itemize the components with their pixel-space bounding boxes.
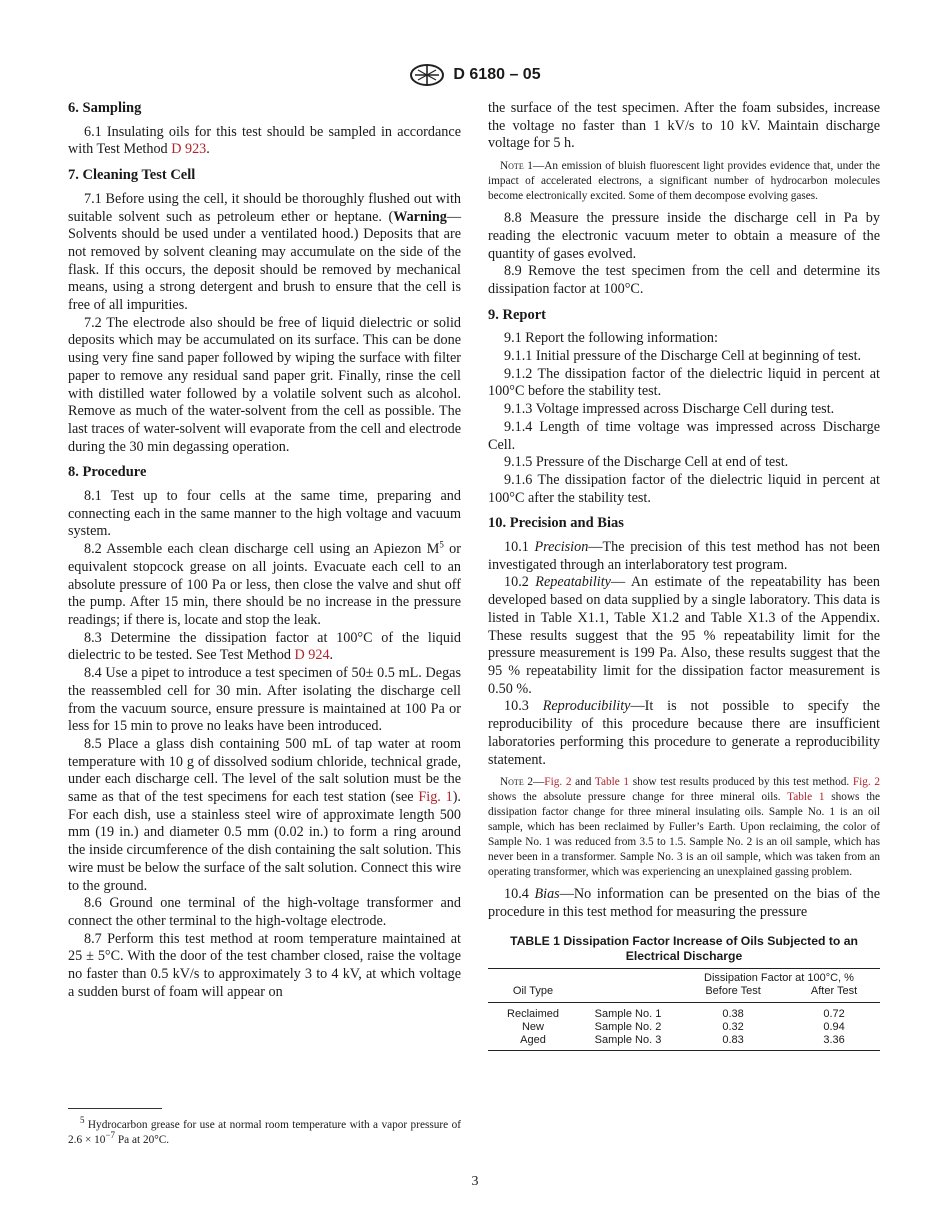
link-fig-1[interactable]: Fig. 1	[418, 789, 453, 806]
paragraph-8-9: 8.9 Remove the test specimen from the cell and determine its dissipation factor at 100°C.	[488, 263, 880, 297]
table-group-header: Dissipation Factor at 100°C, %	[704, 971, 854, 984]
standard-designation: D 6180 – 05	[453, 66, 541, 83]
paragraph-9-1-2: 9.1.2 The dissipation factor of the dielectric liquid in percent at 100°C before the stability test.	[488, 365, 880, 400]
paragraph-10-4: 10.4 Bias—No information can be presented on the bias of the procedure in this test method for measuring the pressure	[488, 886, 880, 920]
section-7-heading: 7. Cleaning Test Cell	[68, 167, 196, 184]
col-after-test: After Test	[810, 984, 858, 997]
astm-logo-icon	[409, 64, 445, 86]
paragraph-8-8: 8.8 Measure the pressure inside the discharge cell in Pa by reading the electronic vacuum meter to obtain a measure of the quantity of gases evolved.	[488, 210, 880, 262]
paragraph-10-3: 10.3 Reproducibility—It is not possible to specify the reproducibility of this procedure because there are insufficient laboratories performing this procedure to generate a reproducibility statement.	[488, 698, 881, 768]
paragraph-7-1: 7.1 Before using the cell, it should be thoroughly flushed out with suitable solvent such as petroleum ether or heptane. (Warning—Solvents should be used under a ventilated hood.) Deposits that are not removed by solvent cleaning may accumulate on the side of the flask. If this occurs, the deposit should be removed by mechanical means, using a strong detergent and brush to ensure that the cell is free of all impurities.	[68, 190, 461, 314]
paragraph-8-4: 8.4 Use a pipet to introduce a test specimen of 50± 0.5 mL. Degas the reassembled cell for 30 min. After isolating the discharge cell from the vacuum source, ensure pressure is maintained at 100 Pa or less for 15 min to prove no leaks have been introduced.	[68, 665, 461, 735]
footnote-rule	[68, 1108, 162, 1109]
right-column	[488, 100, 880, 1051]
section-6-heading: 6. Sampling	[68, 100, 142, 116]
footnote-ref-5: 5	[439, 539, 444, 550]
paragraph-8-6: 8.6 Ground one terminal of the high-voltage transformer and connect the other terminal to the high-voltage electrode.	[68, 895, 461, 929]
paragraph-9-1-1: 9.1.1 Initial pressure of the Discharge Cell at beginning of test.	[504, 348, 862, 365]
paragraph-6-1: 6.1 Insulating oils for this test should be sampled in accordance with Test Method D 923.	[68, 123, 461, 158]
paragraph-8-1: 8.1 Test up to four cells at the same time, preparing and connecting each in the same manner to the high voltage and vacuum system.	[68, 488, 461, 540]
link-table-1[interactable]: Table 1	[594, 776, 630, 789]
note-1: Note 1—An emission of bluish fluorescent light provides evidence that, under the impact of accelerated electrons, a significant number of hydrocarbon molecules become electronically excited. Some of them decompose evolving gases.	[488, 160, 880, 203]
paragraph-8-5: 8.5 Place a glass dish containing 500 mL of tap water at room temperature with 10 g of dissolved sodium chloride, technical grade, under each discharge cell. The level of the salt solution must be the same as that of the test specimens for each test station (see Fig. 1). For each dish, use a stainless steel wire of approximate length 500 mm (19 in.) and diameter 0.5 mm (0.02 in.) to form a ring around the inside circumference of the dish containing the salt solution. This wire must be below the surface of the salt solution. Connect this wire to the ground.	[68, 735, 461, 894]
link-fig-2[interactable]: Fig. 2	[544, 776, 572, 789]
table-row: Reclaimed Sample No. 1 0.38 0.72	[507, 1007, 845, 1020]
section-10-heading: 10. Precision and Bias	[488, 515, 624, 532]
paragraph-8-3: 8.3 Determine the dissipation factor at 100°C of the liquid dielectric to be tested. See Test Method D 924.	[68, 629, 461, 664]
section-8-heading: 8. Procedure	[68, 464, 147, 481]
table-row: New Sample No. 2 0.32 0.94	[521, 1020, 845, 1033]
page-number: 3	[471, 1174, 479, 1189]
paragraph-9-1-6: 9.1.6 The dissipation factor of the dielectric liquid in percent at 100°C after the stability test.	[488, 471, 880, 506]
table-1-title: TABLE 1 Dissipation Factor Increase of Oils Subjected to an Electrical Discharge	[510, 933, 858, 963]
paragraph-7-2: 7.2 The electrode also should be free of liquid dielectric or solid deposits which may be accumulated on its surface. This can be done using very fine sand paper followed by wiping the surface with filter paper to remove any residual sand paper grit. Finally, rinse the cell with distilled water followed by a volatile solvent such as alcohol. Remove as much of the water-solvent from the cell as possible. The last traces of water-solvent will evaporate from the cell and electrode during the 30 min degassing operation.	[68, 314, 461, 455]
paragraph-8-7-continued: the surface of the test specimen. After the foam subsides, increase the voltage no faster than 1 kV/s to 10 kV. Maintain discharge voltage for 5 h.	[488, 100, 880, 152]
link-table-1-b[interactable]: Table 1	[787, 791, 825, 804]
link-d924[interactable]: D 924	[294, 647, 330, 664]
col-before-test: Before Test	[705, 984, 761, 997]
paragraph-10-1: 10.1 Precision—The precision of this test method has not been investigated through an interlaboratory test program.	[488, 539, 881, 573]
paragraph-9-1-5: 9.1.5 Pressure of the Discharge Cell at end of test.	[504, 454, 789, 471]
paragraph-10-2: 10.2 Repeatability— An estimate of the repeatability has been developed based on data supplied by a single laboratory. This data is listed in Table X1.1, Table X1.2 and Table X1.3 of the Appendix. These results suggest that the 95 % repeatability limit for the pressure measurement is 199 Pa. Also, these results suggest that the 95 % repeatability limit for the dissipation factor measurement is 0.50 %.	[488, 574, 880, 697]
section-9-heading: 9. Report	[488, 306, 546, 323]
paragraph-8-7: 8.7 Perform this test method at room temperature maintained at 25 ± 5°C. With the door of the test chamber closed, raise the voltage no faster than 0.5 kV/s to approximately 3 to 4 kV, at which voltage a sudden burst of foam will appear on	[68, 930, 461, 1000]
paragraph-9-1-4: 9.1.4 Length of time voltage was impressed across Discharge Cell.	[488, 418, 880, 453]
paragraph-9-1: 9.1 Report the following information:	[504, 330, 718, 347]
page-header	[0, 64, 950, 88]
paragraph-9-1-3: 9.1.3 Voltage impressed across Discharge Cell during test.	[504, 401, 835, 418]
link-fig-2-b[interactable]: Fig. 2	[852, 776, 881, 789]
paragraph-8-2: 8.2 Assemble each clean discharge cell using an Apiezon $M^5$ or equivalent stopcock grease on all joints. Evacuate each cell to an absolute pressure of 100 Pa or less, then close the valve and shut off the pump. After 15 min, there should be no increase in the pressure readings; if there is, locate and stop the leak.	[68, 539, 461, 628]
table-row: Aged Sample No. 3 0.83 3.36	[488, 1034, 880, 1051]
link-d923[interactable]: D 923	[171, 141, 207, 158]
left-column	[68, 100, 461, 1001]
footnote-5: $^5$ Hydrocarbon grease for use at normal room temperature with a vapor pressure of $2.6 \times 10^{-7}$ Pa at 20°C.	[68, 1115, 461, 1146]
table-1	[488, 968, 880, 1051]
note-2: Note 2—Fig. 2 and Table 1 show test results produced by this test method. Fig. 2 shows the absolute pressure change for three mineral oils. Table 1 shows the dissipation factor change for three mineral insulating oils. Sample No. 1 is an oil sample, which has been reclaimed by Fuller’s Earth. Upon reclaiming, the color of Sample No. 1 was reduced from 3.5 to 1.5. Sample No. 2 is an oil sample, which has never been in a transformer. Sample No. 3 is an oil sample, which was taken from an operating transformer, which was experiencing an unexplained gassing problem.	[488, 776, 881, 879]
col-oil-type: Oil Type	[512, 984, 554, 997]
